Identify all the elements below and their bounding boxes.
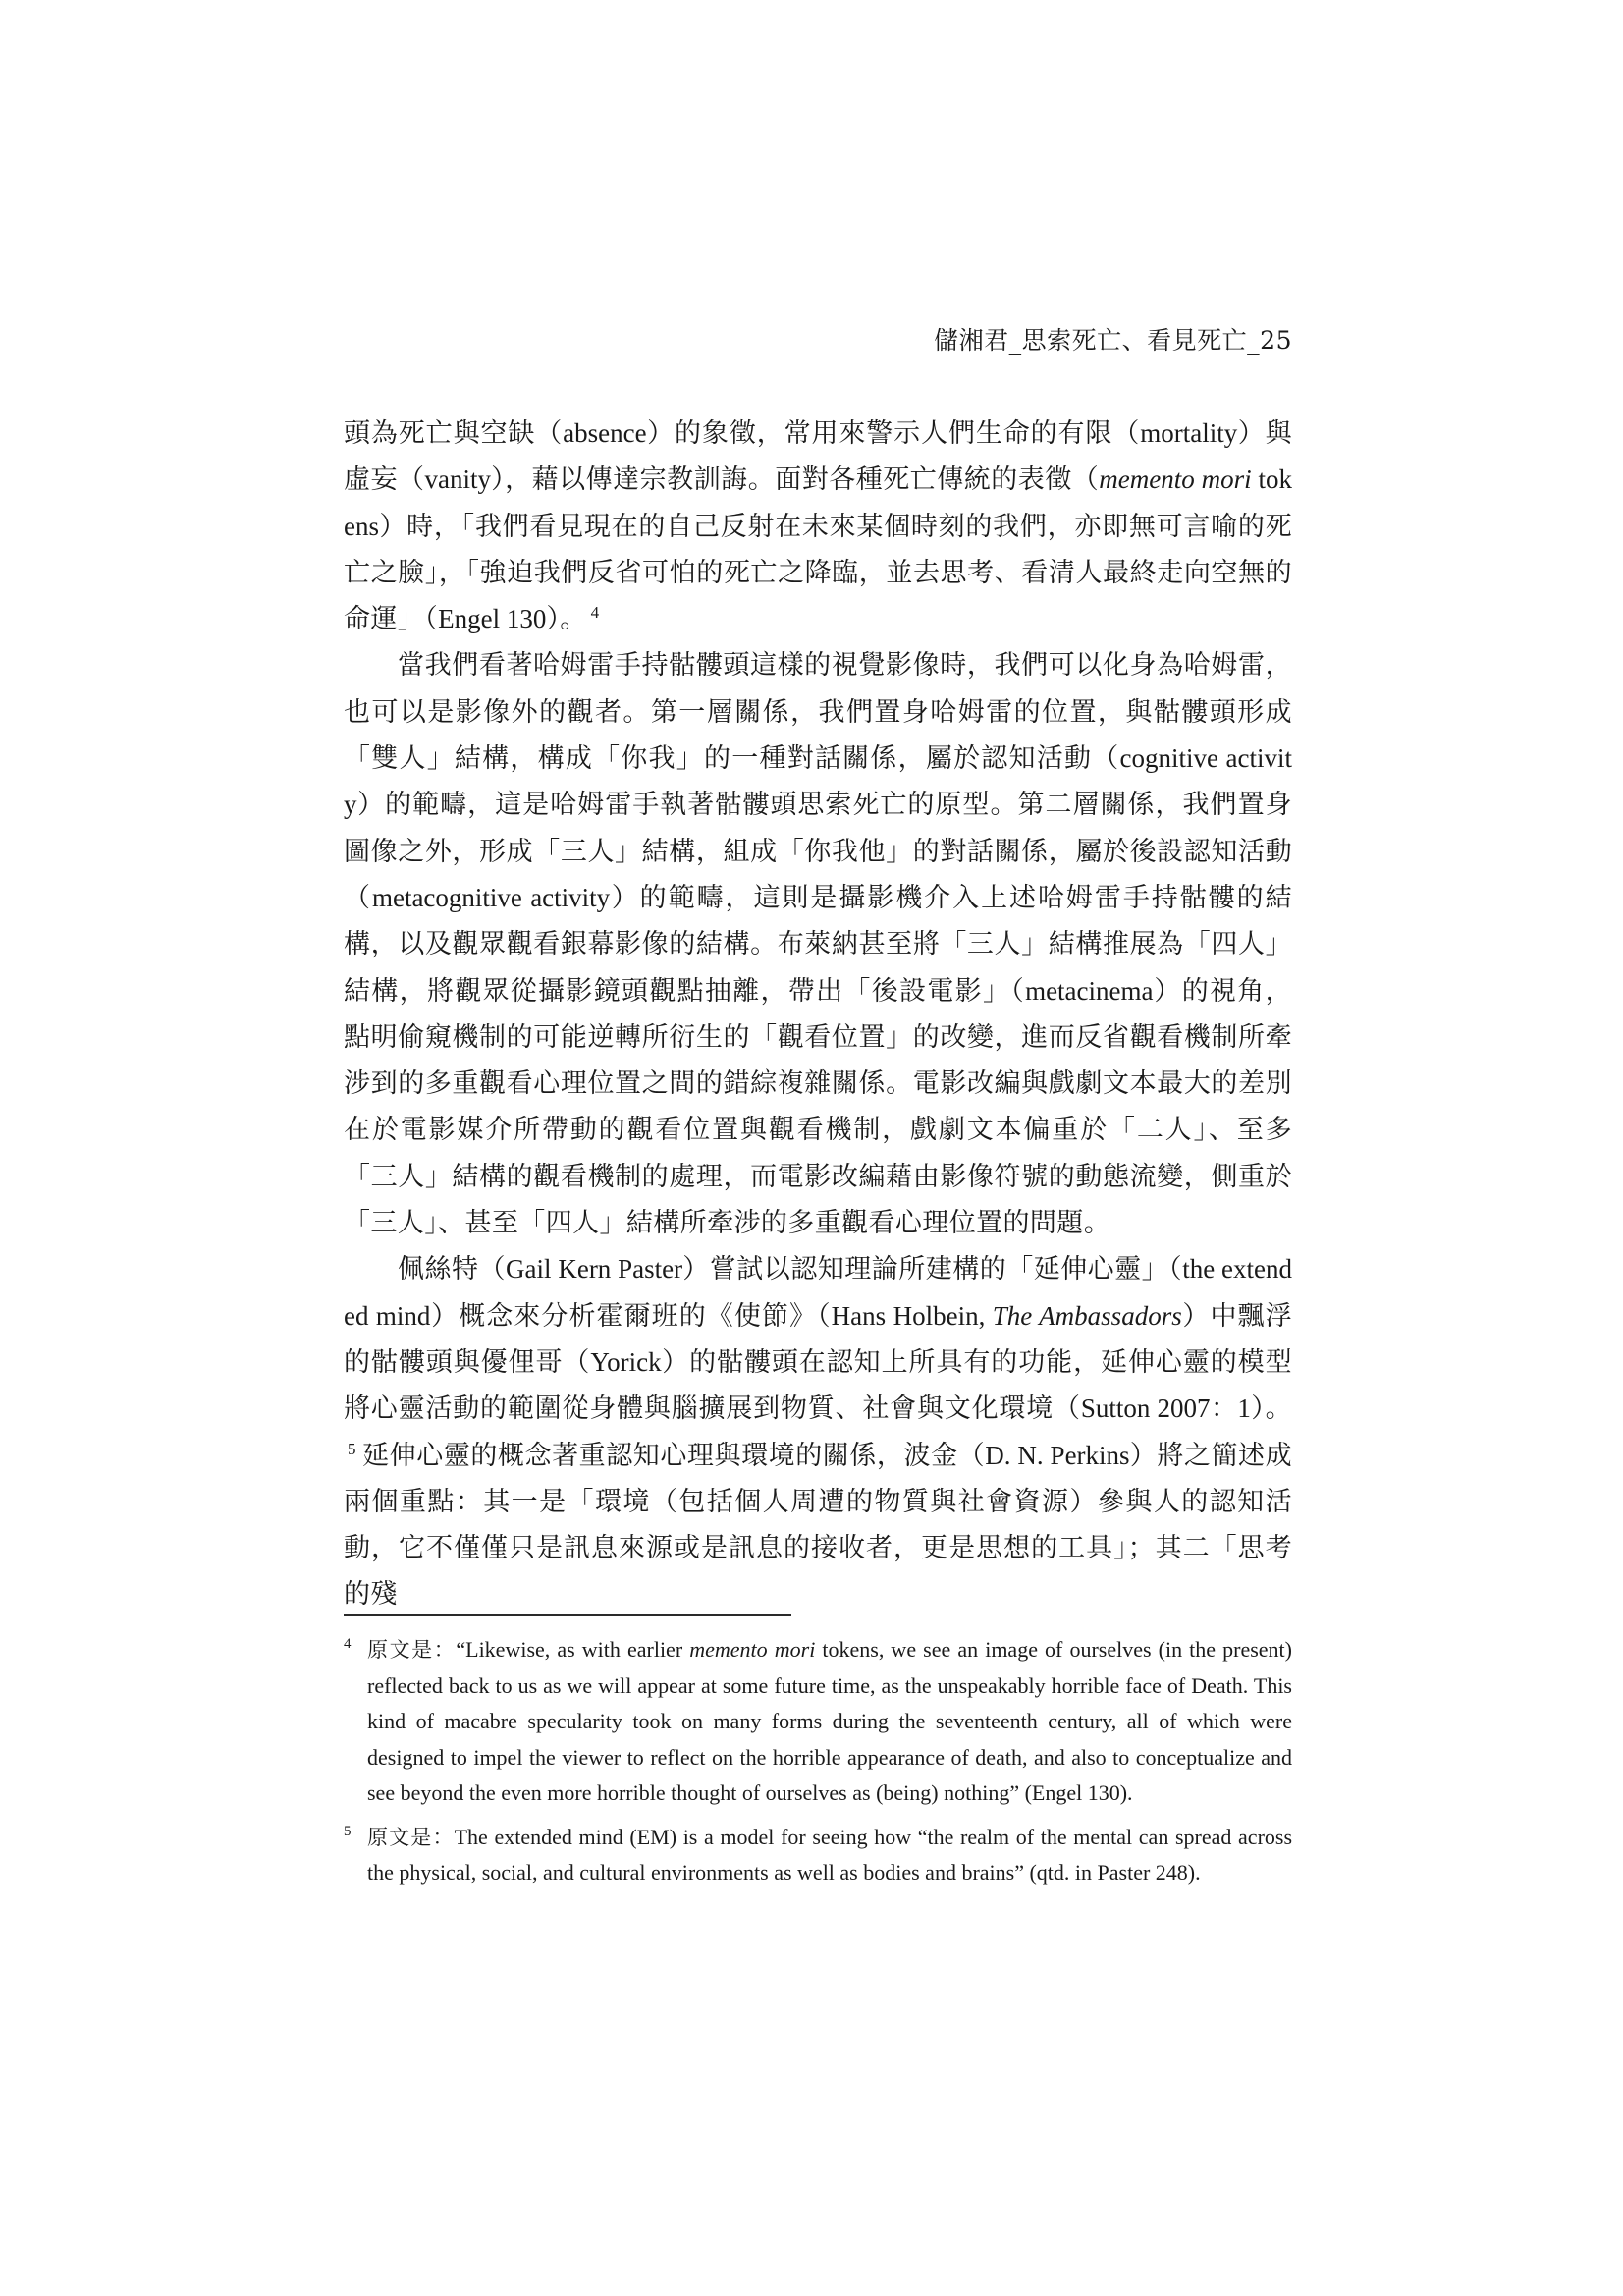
paragraph-1: 頭為死亡與空缺（absence）的象徵，常用來警示人們生命的有限（mortality）與虛妄（vanity），藉以傳達宗教訓誨。面對各種死亡傳統的表徵（memento mori tokens）時，「我們看見現在的自己反射在未來某個時刻的我們，亦即無可言喻的死亡之臉」，「強迫我們反省可怕的死亡之降臨，並去思考、看清人最終走向空無的命運」（Engel 130）。 $^4$ xyxy=(344,418,1293,635)
paragraph-2: 當我們看著哈姆雷手持骷髏頭這樣的視覺影像時，我們可以化身為哈姆雷，也可以是影像外的觀者。第一層關係，我們置身哈姆雷的位置，與骷髏頭形成「雙人」結構，構成「你我」的一種對話關係，屬於認知活動（cognitive activity）的範疇，這是哈姆雷手執著骷髏頭思索死亡的原型。第二層關係，我們置身圖像之外，形成「三人」結構，組成「你我他」的對話關係，屬於後設認知活動（metacognitive activity）的範疇，這則是攝影機介入上述哈姆雷手持骷髏的結構，以及觀眾觀看銀幕影像的結構。布萊納甚至將「三人」結構推展為「四人」結構，將觀眾從攝影鏡頭觀點抽離，帶出「後設電影」（metacinema）的視角，點明偷窺機制的可能逆轉所衍生的「觀看位置」的改變，進而反省觀看機制所牽涉到的多重觀看心理位置之間的錯綜複雜關係。電影改編與戲劇文本最大的差別在於電影媒介所帶動的觀看位置與觀看機制，戲劇文本偏重於「二人」、至多「三人」結構的觀看機制的處理，而電影改編藉由影像符號的動態流變，側重於「三人」、甚至「四人」結構所牽涉的多重觀看心理位置的問題。 xyxy=(344,650,1293,1239)
paragraph-3: 佩絲特（Gail Kern Paster）嘗試以認知理論所建構的「延伸心靈」（the extended mind）概念來分析霍爾班的《使節》（Hans Holbein, The Ambassadors）中飄浮的骷髏頭與優俚哥（Yorick）的骷髏頭在認知上所具有的功能，延伸心靈的模型將心靈活動的範圍從身體與腦擴展到物質、社會與文化環境（Sutton 2007：1）。$^5$ 延伸心靈的概念著重認知心理與環境的關係，波金（D. N. Perkins）將之簡述成兩個重點：其一是「環境（包括個人周遭的物質與社會資源）參與人的認知活動，它不僅僅只是訊息來源或是訊息的接收者，更是思想的工具」；其二「思考的殘 xyxy=(344,1254,1293,1611)
footnote-number: 4 xyxy=(344,1636,352,1652)
footnote-ref-5[interactable]: 5 xyxy=(348,1439,356,1458)
footnote-ref-4[interactable]: 4 xyxy=(590,603,600,623)
footnote-5: 5 原文是：The extended mind (EM) is a model for seeing how “the realm of the mental can spread across the physical, social, and cultural environments as well as bodies and brains” (qtd. in Paster 248). xyxy=(344,1820,1292,1891)
body-text xyxy=(344,410,1292,1618)
running-header: 儲湘君_思索死亡、看見死亡_25 xyxy=(934,326,1292,355)
footnote-number: 5 xyxy=(344,1823,352,1839)
footnotes xyxy=(344,1632,1292,1899)
footnote-separator xyxy=(344,1614,791,1616)
footnote-4: 4 原文是：“Likewise, as with earlier memento mori tokens, we see an image of ourselves (in the present) reflected back to us as we will appear at some future time, as the unspeakably horrible face of Death. This kind of macabre specularity took on many forms during the seventeenth century, all of which were designed to impel the viewer to reflect on the horrible appearance of death, and also to conceptualize and see beyond the even more horrible thought of ourselves as (being) nothing” (Engel 130). xyxy=(344,1632,1292,1812)
